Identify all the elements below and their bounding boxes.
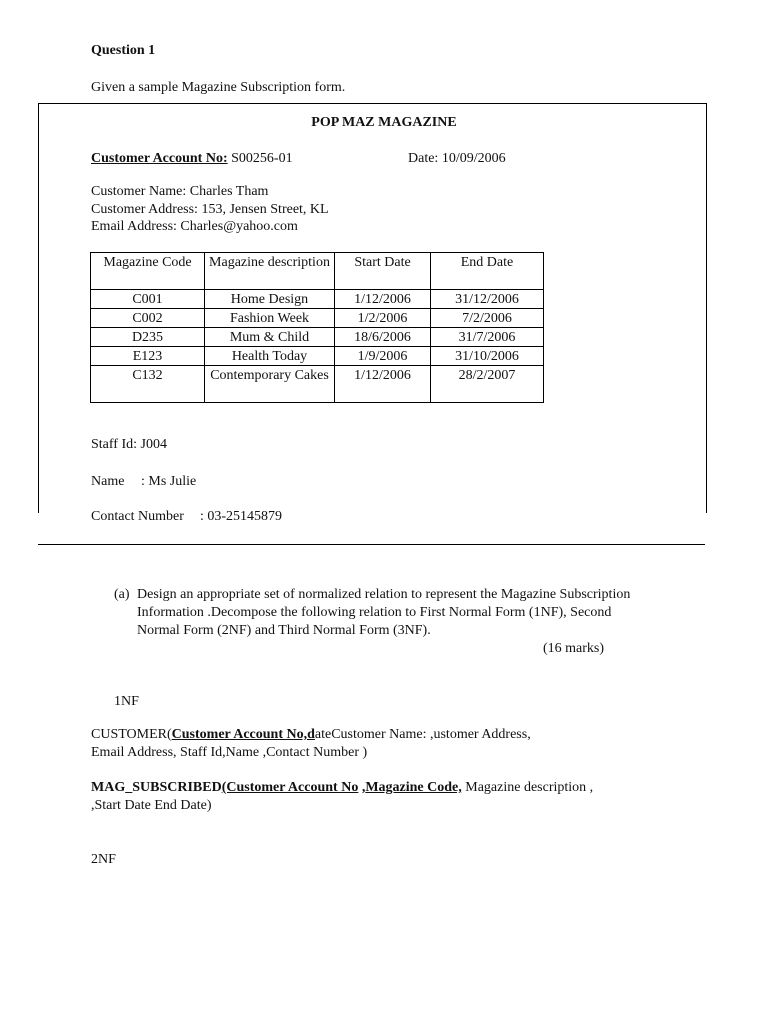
staff-id: Staff Id: J004: [91, 437, 167, 452]
staff-name-label: Name: [91, 474, 125, 489]
cell-end-date: 31/10/2006: [431, 347, 544, 366]
mag-relation-sep: ,: [358, 780, 366, 795]
table-row: [91, 347, 544, 366]
cell-code: E123: [91, 347, 205, 366]
header-end-date: End Date: [431, 253, 544, 290]
table-header-row: [91, 253, 544, 290]
cell-start-date: 1/12/2006: [335, 366, 431, 403]
mag-relation-key1: (Customer Account No: [221, 780, 359, 795]
account-label: Customer Account No:: [91, 151, 228, 166]
part-a-label: (a): [114, 587, 130, 602]
table-row: [91, 290, 544, 309]
account-value: S00256-01: [227, 151, 293, 166]
subscription-table: [90, 252, 544, 403]
part-a-line1: Design an appropriate set of normalized relation to represent the Magazine Subscription: [137, 587, 631, 602]
contact-label: Contact Number: [91, 509, 184, 524]
staff-name-value: : Ms Julie: [141, 474, 197, 489]
cell-start-date: 18/6/2006: [335, 328, 431, 347]
customer-relation-rest: ateCustomer Name: ,ustomer Address,: [314, 727, 531, 742]
contact-value: : 03-25145879: [200, 509, 283, 524]
mag-relation-prefix: MAG_SUBSCRIBED: [91, 780, 222, 795]
account-line: [91, 150, 293, 167]
cell-description: Contemporary Cakes: [205, 366, 335, 403]
cell-description: Mum & Child: [205, 328, 335, 347]
part-a-line3: Normal Form (2NF) and Third Normal Form (3NF).: [137, 623, 431, 638]
customer-relation-line2: Email Address, Staff Id,Name ,Contact Number ): [91, 745, 368, 760]
customer-relation-line1: [91, 726, 531, 743]
header-magazine-code: Magazine Code: [91, 253, 205, 290]
cell-start-date: 1/2/2006: [335, 309, 431, 328]
cell-start-date: 1/9/2006: [335, 347, 431, 366]
part-a-marks: (16 marks): [543, 641, 605, 656]
divider: [38, 544, 705, 545]
cell-end-date: 28/2/2007: [431, 366, 544, 403]
part-a-line2: Information .Decompose the following relation to First Normal Form (1NF), Second: [137, 605, 612, 620]
cell-end-date: 7/2/2006: [431, 309, 544, 328]
mag-relation-rest: Magazine description ,: [461, 780, 594, 795]
form-date: Date: 10/09/2006: [408, 151, 506, 166]
intro-text: Given a sample Magazine Subscription form.: [91, 80, 346, 95]
header-magazine-description: Magazine description: [205, 253, 335, 290]
nf2-heading: 2NF: [91, 852, 116, 867]
cell-start-date: 1/12/2006: [335, 290, 431, 309]
cell-description: Home Design: [205, 290, 335, 309]
form-title: POP MAZ MAGAZINE: [311, 115, 457, 130]
mag-relation-line2: ,Start Date End Date): [91, 798, 212, 813]
cell-description: Health Today: [205, 347, 335, 366]
table-row: [91, 366, 544, 403]
table-row: [91, 309, 544, 328]
cell-code: D235: [91, 328, 205, 347]
table-row: [91, 328, 544, 347]
customer-email: Email Address: Charles@yahoo.com: [91, 219, 298, 234]
customer-relation-prefix: CUSTOMER(: [91, 727, 172, 742]
cell-code: C001: [91, 290, 205, 309]
mag-relation-line1: [91, 779, 593, 796]
customer-address: Customer Address: 153, Jensen Street, KL: [91, 202, 329, 217]
cell-description: Fashion Week: [205, 309, 335, 328]
cell-code: C132: [91, 366, 205, 403]
cell-end-date: 31/12/2006: [431, 290, 544, 309]
nf1-heading: 1NF: [114, 694, 139, 709]
mag-relation-key2: Magazine Code,: [365, 780, 462, 795]
cell-code: C002: [91, 309, 205, 328]
header-start-date: Start Date: [335, 253, 431, 290]
customer-name: Customer Name: Charles Tham: [91, 184, 269, 199]
cell-end-date: 31/7/2006: [431, 328, 544, 347]
question-title: Question 1: [91, 43, 156, 58]
customer-relation-key: Customer Account No,d: [171, 727, 315, 742]
